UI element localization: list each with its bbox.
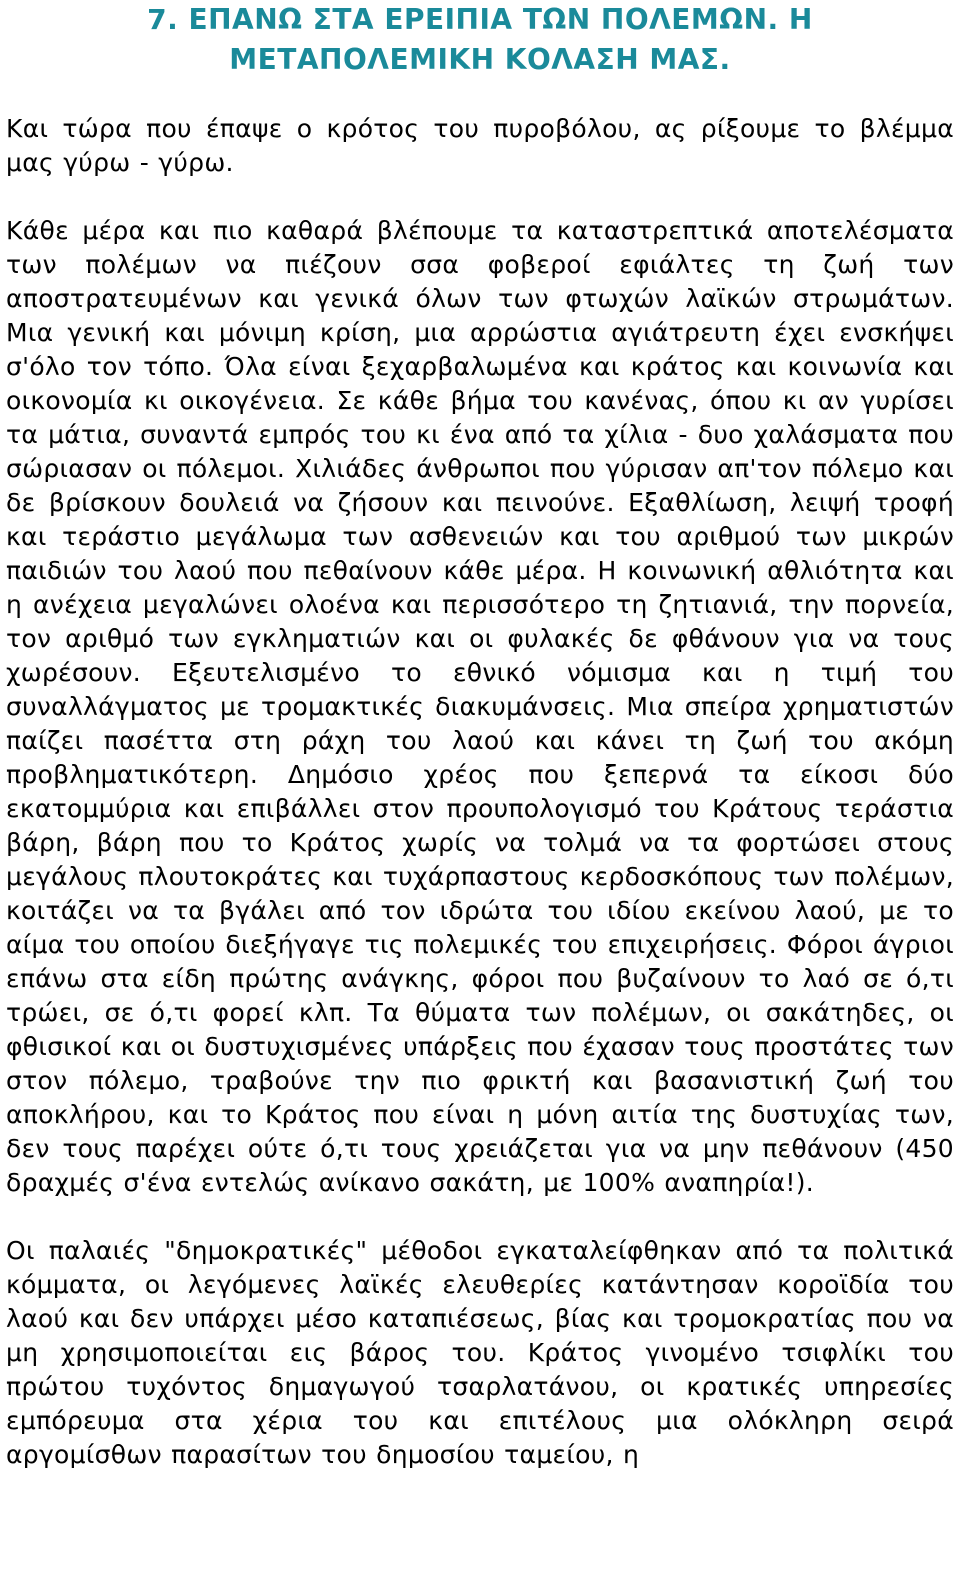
chapter-title [0, 0, 960, 80]
paragraph-2: Κάθε μέρα και πιο καθαρά βλέπουμε τα καταστρεπτικά αποτελέσματα των πολέμων να πιέζουν σσα φοβεροί εφιάλτες τη ζωή των αποστρατευμένων και γενικά όλων των φτωχών λαϊκών στρωμάτων. Μια γενική και μόνιμη κρίση, μια αρρώστια αγιάτρευτη έχει ενσκήψει σ'όλο τον τόπο. Όλα είναι ξεχαρβαλωμένα και κράτος και κοινωνία και οικονομία κι οικογένεια. Σε κάθε βήμα του κανένας, όπου κι αν γυρίσει τα μάτια, συναντά εμπρός του κι ένα από τα χίλια - δυο χαλάσματα που σώριασαν οι πόλεμοι. Χιλιάδες άνθρωποι που γύρισαν απ'τον πόλεμο και δε βρίσκουν δουλειά να ζήσουν και πεινούνε. Εξαθλίωση, λειψή τροφή και τεράστιο μεγάλωμα των ασθενειών και του αριθμού των μικρών παιδιών του λαού που πεθαίνουν κάθε μέρα. Η κοινωνική αθλιότητα και η ανέχεια μεγαλώνει ολοένα και περισσότερο τη ζητιανιά, την πορνεία, τον αριθμό των εγκληματιών και οι φυλακές δε φθάνουν για να τους χωρέσουν. Εξευτελισμένο το εθνικό νόμισμα και η τιμή του συναλλάγματος με τρομακτικές διακυμάνσεις. Μια σπείρα χρηματιστών παίζει πασέττα στη ράχη του λαού και κάνει τη ζωή του ακόμη προβληματικότερη. Δημόσιο χρέος που ξεπερνά τα είκοσι δύο εκατομμύρια και επιβάλλει στον προυπολογισμό του Κράτους τεράστια βάρη, βάρη που το Κράτος χωρίς να τολμά να τα φορτώσει στους μεγάλους πλουτοκράτες και τυχάρπαστους κερδοσκόπους των πολέμων, κοιτάζει να τα βγάλει από τον ιδρώτα του ιδίου εκείνου λαού, με το αίμα του οποίου διεξήγαγε τις πολεμικές του επιχειρήσεις. Φόροι άγριοι επάνω στα είδη πρώτης ανάγκης, φόροι που βυζαίνουν το λαό σε ό,τι τρώει, σε ό,τι φορεί κλπ. Τα θύματα των πολέμων, οι σακάτηδες, οι φθισικοί και οι δυστυχισμένες υπάρξεις που έχασαν τους προστάτες των στον πόλεμο, τραβούνε την πιο φρικτή και βασανιστική ζωή του αποκλήρου, και το Κράτος που είναι η μόνη αιτία της δυστυχίας των, δεν τους παρέχει ούτε ό,τι τους χρειάζεται για να μην πεθάνουν (450 δραχμές σ'ένα εντελώς ανίκανο σακάτη, με 100% αναπηρία!). [6, 216, 954, 1197]
chapter-title-line-2: ΜΕΤΑΠΟΛΕΜΙΚΗ ΚΟΛΑΣΗ ΜΑΣ. [229, 43, 731, 76]
paragraph-1: Και τώρα που έπαψε ο κρότος του πυροβόλου, ας ρίξουμε το βλέμμα μας γύρω - γύρω. [6, 114, 954, 177]
document-body [0, 112, 960, 1472]
chapter-title-line-1: 7. ΕΠΑΝΩ ΣΤΑ ΕΡΕΙΠΙΑ ΤΩΝ ΠΟΛΕΜΩΝ. Η [147, 3, 813, 36]
paragraph-3: Οι παλαιές "δημοκρατικές" μέθοδοι εγκαταλείφθηκαν από τα πολιτικά κόμματα, οι λεγόμενες λαϊκές ελευθερίες κατάντησαν κοροϊδία του λαού και δεν υπάρχει μέσο καταπιέσεως, βίας και τρομοκρατίας που να μη χρησιμοποιείται εις βάρος του. Κράτος γινομένο τσιφλίκι του πρώτου τυχόντος δημαγωγού τσαρλατάνου, οι κρατικές υπηρεσίες εμπόρευμα στα χέρια του και επιτέλους μια ολόκληρη σειρά αργομίσθων παρασίτων του δημοσίου ταμείου, η [6, 1236, 954, 1469]
